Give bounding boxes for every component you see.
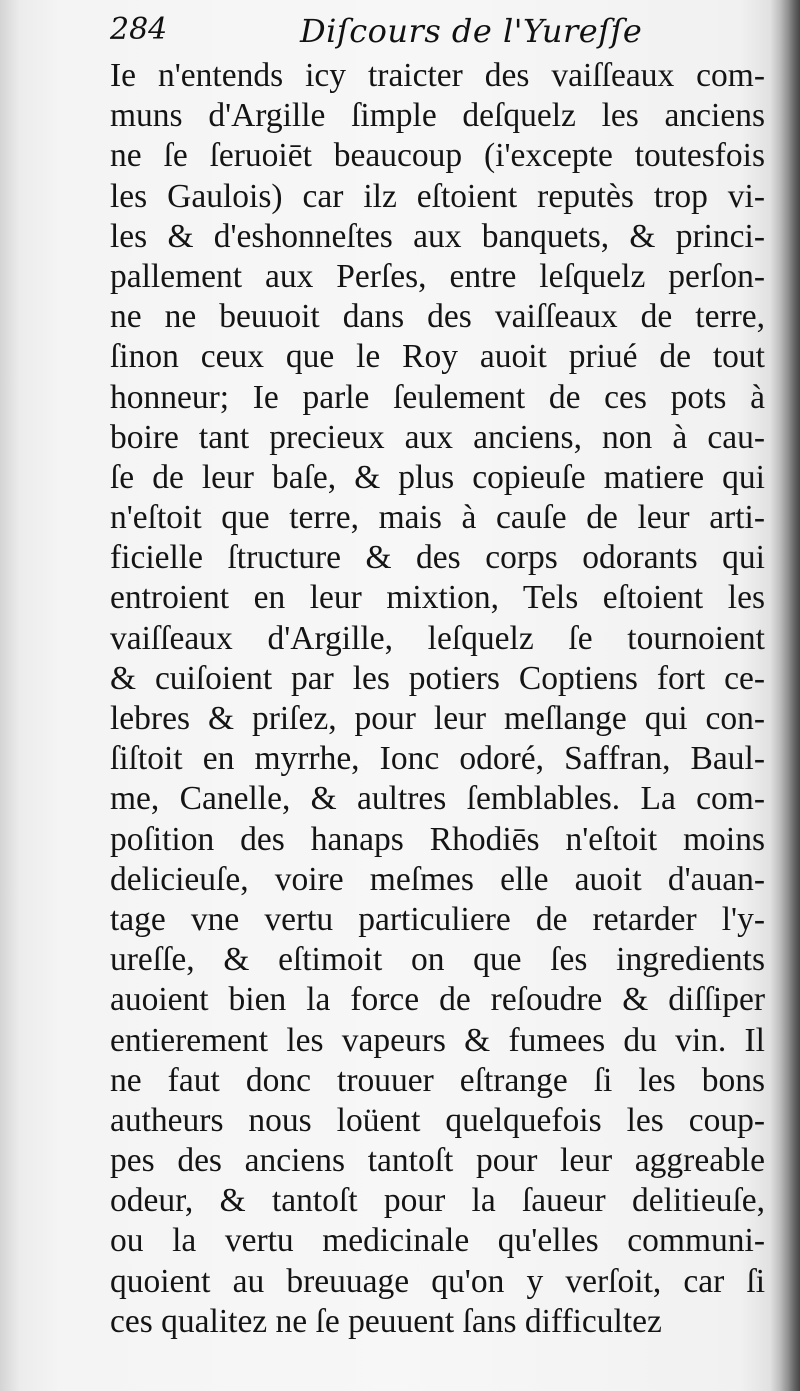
text-line: les Gaulois) car ilz eſtoient reputès trop vi-: [110, 177, 765, 215]
text-line: ſinon ceux que le Roy auoit priué de tout: [110, 338, 765, 376]
text-line: pallement aux Perſes, entre leſquelz perſon-: [110, 257, 765, 295]
text-line: ureſſe, & eſtimoit on que ſes ingredients: [110, 941, 765, 979]
page-number: 284: [110, 12, 168, 47]
text-line: ne ne beuuoit dans des vaiſſeaux de terre,: [110, 298, 765, 336]
text-line: honneur; Ie parle ſeulement de ces pots à: [110, 378, 765, 416]
text-line: ces qualitez ne ſe peuuent ſans difficultez: [110, 1302, 662, 1340]
text-line: auoient bien la force de reſoudre & diſſiper: [110, 981, 765, 1019]
text-line: delicieuſe, voire meſmes elle auoit d'auan-: [110, 860, 765, 898]
text-line: n'eſtoit que terre, mais à cauſe de leur arti-: [110, 499, 765, 537]
text-line: entroient en leur mixtion, Tels eſtoient les: [110, 579, 765, 617]
text-line: boire tant precieux aux anciens, non à cau-: [110, 418, 765, 456]
text-line: ſe de leur baſe, & plus copieuſe matiere qui: [110, 458, 765, 496]
text-line: tage vne vertu particuliere de retarder l'y-: [110, 900, 765, 938]
text-line: ne ſe ſeruoiēt beaucoup (i'excepte toutesfois: [110, 137, 765, 175]
text-line: odeur, & tantoſt pour la ſaueur delitieuſe,: [110, 1182, 765, 1220]
text-line: ne faut donc trouuer eſtrange ſi les bons: [110, 1061, 765, 1099]
text-line: ſiſtoit en myrrhe, Ionc odoré, Saffran, Baul-: [110, 740, 765, 778]
text-line: poſition des hanaps Rhodiēs n'eſtoit moins: [110, 820, 765, 858]
text-line: vaiſſeaux d'Argille, leſquelz ſe tournoient: [110, 619, 765, 657]
text-line: & cuiſoient par les potiers Coptiens fort ce-: [110, 659, 765, 697]
text-line: ou la vertu medicinale qu'elles communi-: [110, 1222, 765, 1260]
text-line: entierement les vapeurs & fumees du vin. Il: [110, 1021, 765, 1059]
text-line: autheurs nous loüent quelquefois les coup-: [110, 1101, 765, 1139]
body-text: [110, 56, 765, 1342]
text-line: quoient au breuuage qu'on y verſoit, car ſi: [110, 1262, 765, 1300]
text-line: muns d'Argille ſimple deſquelz les anciens: [110, 97, 765, 135]
running-head: Diſcours de l'Yureſſe: [300, 12, 643, 50]
text-line: Ie n'entends icy traicter des vaiſſeaux com-: [110, 57, 765, 94]
page-edge-shadow: [770, 0, 800, 1391]
text-line: pes des anciens tantoſt pour leur aggreable: [110, 1142, 765, 1180]
text-line: lebres & priſez, pour leur meſlange qui con-: [110, 700, 765, 737]
text-line: les & d'eshonneſtes aux banquets, & princi-: [110, 217, 765, 255]
text-line: ficielle ſtructure & des corps odorants qui: [110, 539, 765, 577]
text-line: me, Canelle, & aultres ſemblables. La com-: [110, 780, 765, 818]
page-header: [110, 12, 770, 56]
